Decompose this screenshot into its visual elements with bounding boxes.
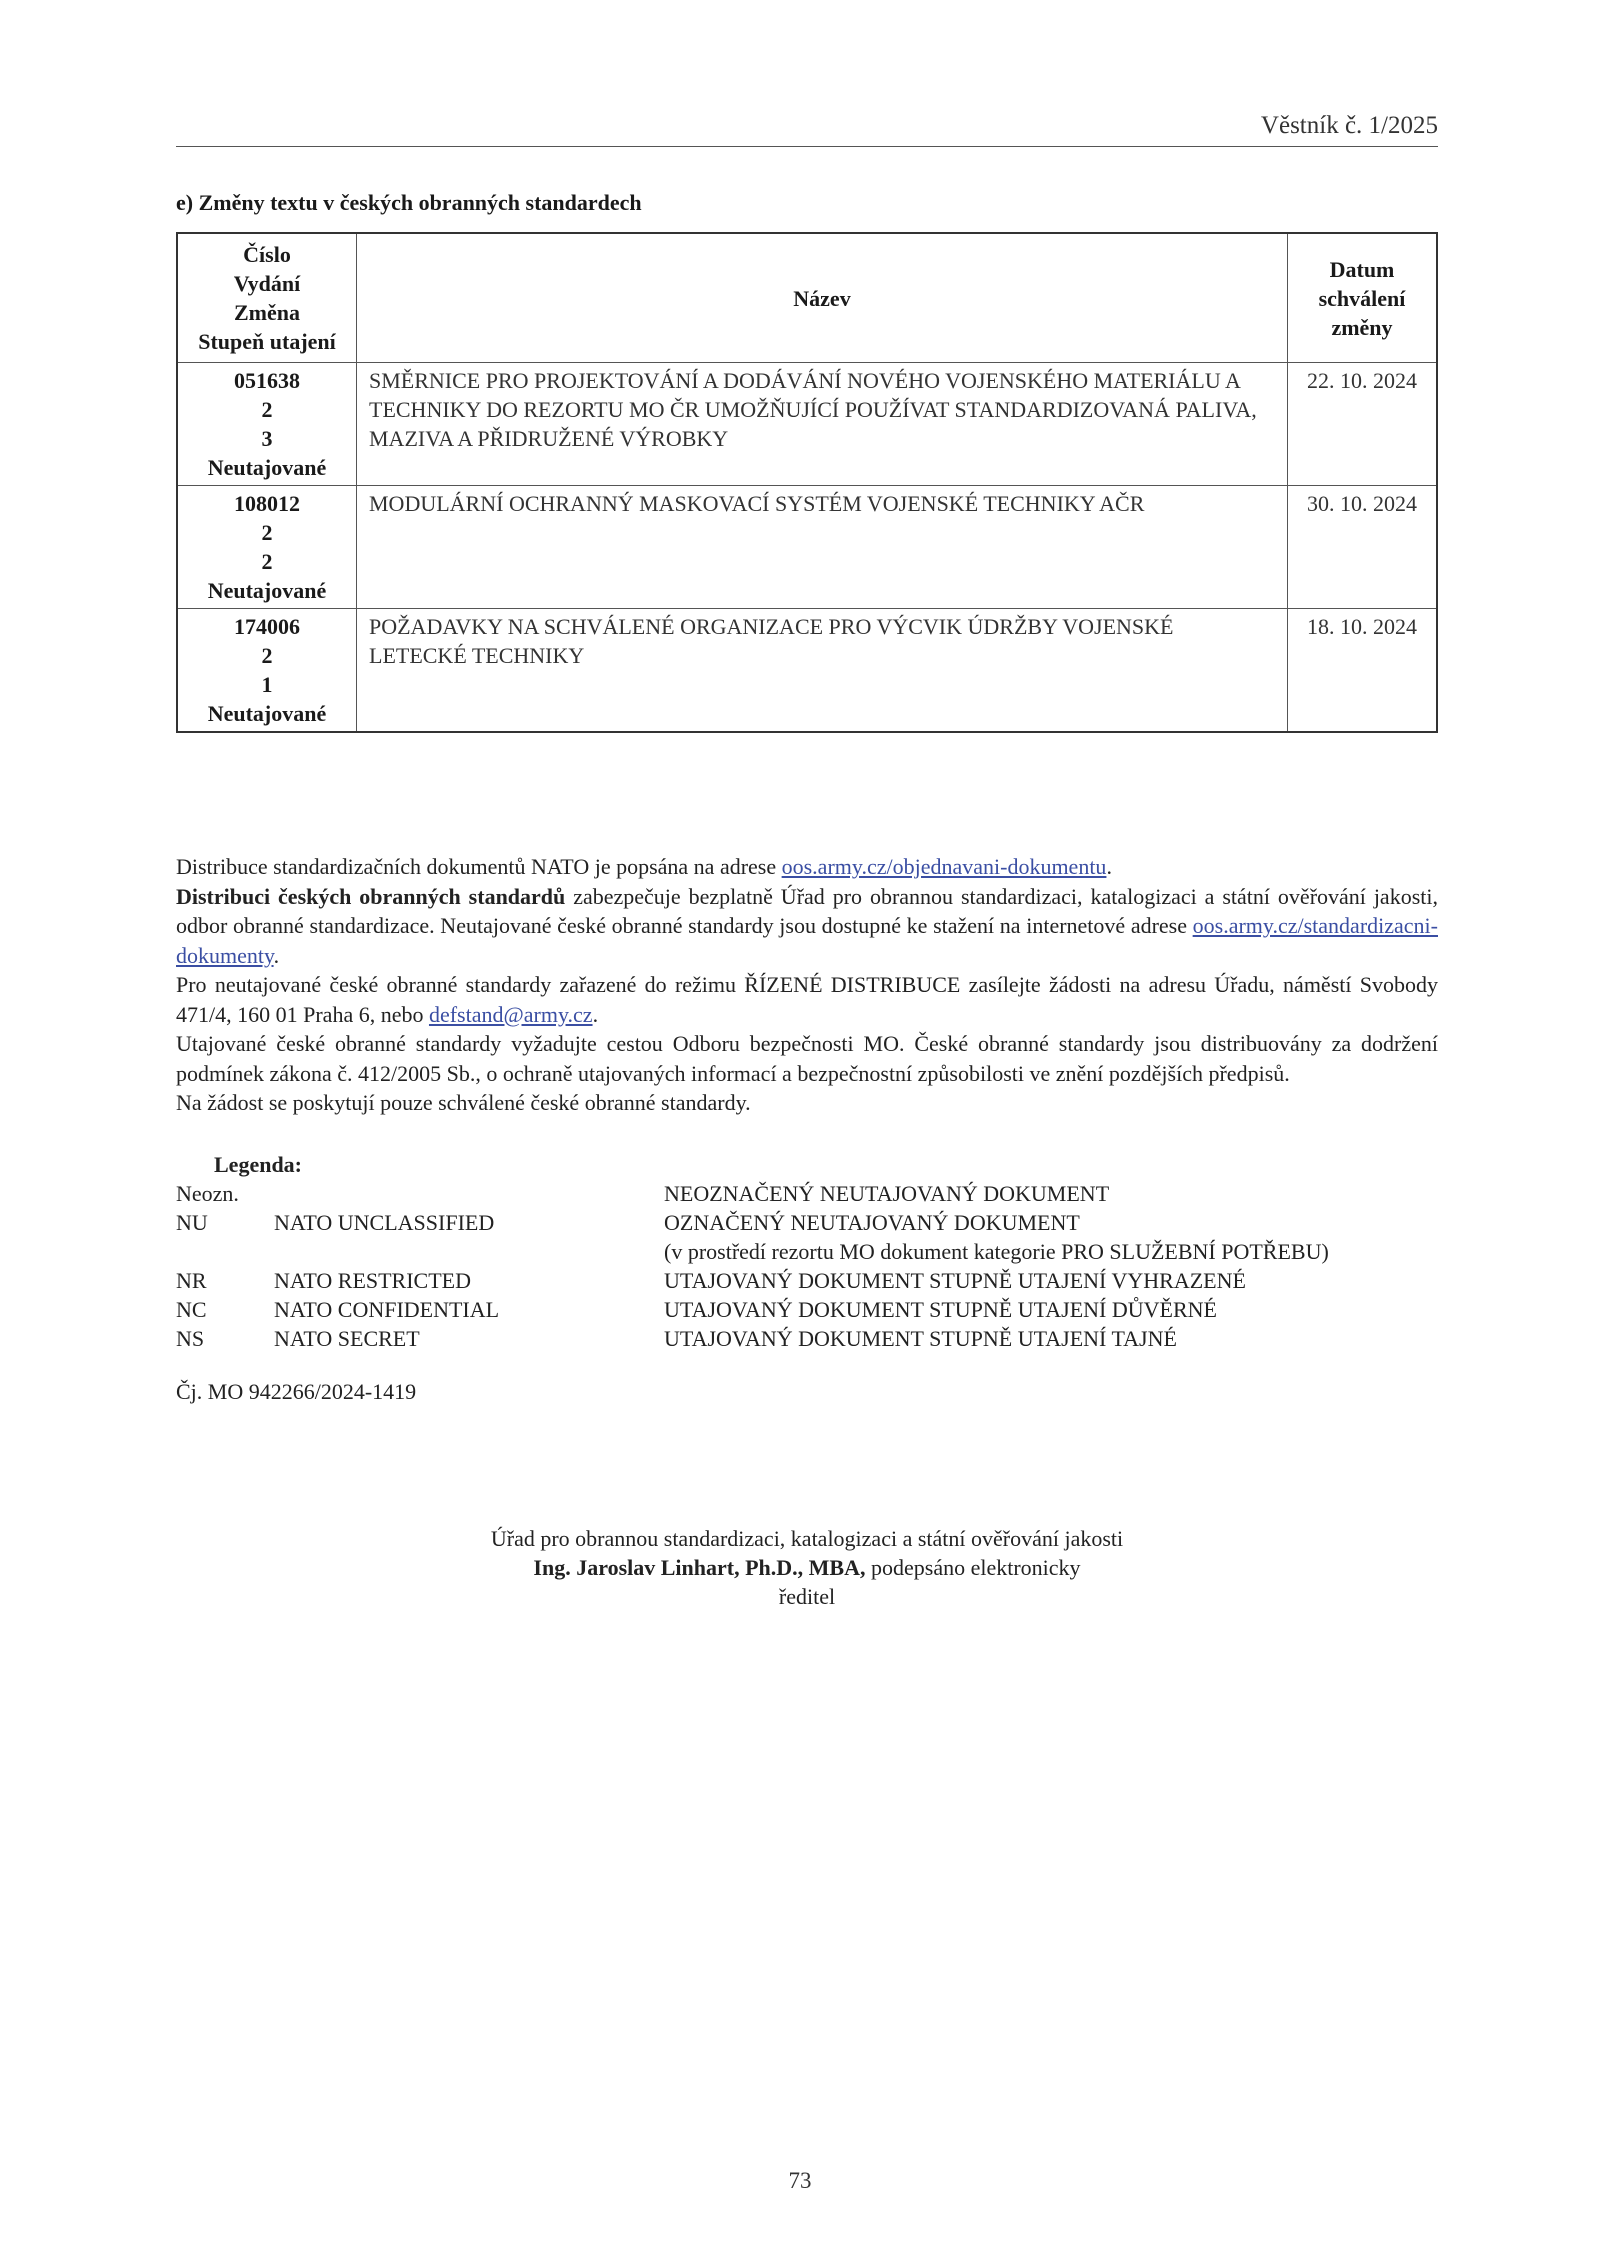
legend-code: NS: [176, 1326, 205, 1351]
standards-changes-table: [176, 232, 1438, 733]
header-id-column: Číslo Vydání Změna Stupeň utajení: [177, 233, 357, 363]
standard-name: MODULÁRNÍ OCHRANNÝ MASKOVACÍ SYSTÉM VOJENSKÉ TECHNIKY AČR: [357, 486, 1288, 609]
standard-number: 108012: [234, 491, 300, 516]
bulletin-issue: Věstník č. 1/2025: [1260, 112, 1438, 139]
page-number: 73: [788, 2168, 812, 2193]
legend-nato: NATO RESTRICTED: [274, 1268, 471, 1293]
legend-code: NU: [176, 1210, 208, 1235]
legend-description: UTAJOVANÝ DOKUMENT STUPNĚ UTAJENÍ TAJNÉ: [664, 1326, 1177, 1351]
standard-number: 051638: [234, 368, 300, 393]
standard-id-cell: [177, 486, 357, 609]
approval-date: 30. 10. 2024: [1288, 486, 1438, 609]
legend: [176, 1150, 1438, 1353]
standard-classification: Neutajované: [207, 701, 327, 726]
distribution-paragraph-controlled: Pro neutajované české obranné standardy zařazené do režimu ŘÍZENÉ DISTRIBUCE zasílejte žádosti na adresu Úřadu, náměstí Svobody 471/4, 160 01 Praha 6, nebo defstand@army.cz.: [176, 972, 1438, 1027]
header-date-column: Datum schválení změny: [1288, 233, 1438, 363]
legend-description: OZNAČENÝ NEUTAJOVANÝ DOKUMENT: [664, 1210, 1080, 1235]
standard-classification: Neutajované: [207, 455, 327, 480]
legend-row: [176, 1179, 1438, 1208]
legend-nato: NATO SECRET: [274, 1326, 420, 1351]
approval-date: 22. 10. 2024: [1288, 363, 1438, 486]
table-header-row: [177, 233, 1437, 363]
standard-edition: 2: [261, 520, 273, 545]
standard-edition: 2: [261, 643, 273, 668]
legend-nato: NATO UNCLASSIFIED: [274, 1210, 495, 1235]
distribution-paragraph-nato: Distribuce standardizačních dokumentů NATO je popsána na adrese oos.army.cz/objednavani-dokumentu.: [176, 854, 1112, 879]
standard-id-cell: [177, 609, 357, 733]
legend-description: UTAJOVANÝ DOKUMENT STUPNĚ UTAJENÍ DŮVĚRNÉ: [664, 1297, 1217, 1322]
header-name-column: Název: [357, 233, 1288, 363]
legend-description: UTAJOVANÝ DOKUMENT STUPNĚ UTAJENÍ VYHRAZENÉ: [664, 1268, 1246, 1293]
distribution-text: [176, 852, 1438, 1118]
standard-number: 174006: [234, 614, 300, 639]
link-standardizacni-dokumenty[interactable]: oos.army.cz/standardizacni-dokumenty: [176, 913, 1438, 968]
legend-description: NEOZNAČENÝ NEUTAJOVANÝ DOKUMENT: [664, 1181, 1110, 1206]
signatory-name: Ing. Jaroslav Linhart, Ph.D., MBA,: [533, 1555, 866, 1580]
standard-classification: Neutajované: [207, 578, 327, 603]
section-title: e) Změny textu v českých obranných standardech: [176, 190, 642, 215]
signature-block: [176, 1524, 1438, 1611]
approval-date: 18. 10. 2024: [1288, 609, 1438, 733]
standard-change: 3: [261, 426, 273, 451]
table-row: [177, 609, 1437, 733]
signature-office: Úřad pro obrannou standardizaci, katalogizaci a státní ověřování jakosti: [490, 1526, 1124, 1551]
standard-name: POŽADAVKY NA SCHVÁLENÉ ORGANIZACE PRO VÝCVIK ÚDRŽBY VOJENSKÉ LETECKÉ TECHNIKY: [357, 609, 1288, 733]
signed-note: podepsáno elektronicky: [865, 1555, 1081, 1580]
signatory-role: ředitel: [778, 1584, 836, 1609]
legend-title: Legenda:: [214, 1152, 302, 1177]
standard-id-cell: [177, 363, 357, 486]
page-header: [176, 112, 1438, 147]
signature-line: [176, 1553, 1438, 1582]
table-row: [177, 363, 1437, 486]
distribution-paragraph-classified: Utajované české obranné standardy vyžadujte cestou Odboru bezpečnosti MO. České obranné standardy jsou distribuovány za dodržení podmínek zákona č. 412/2005 Sb., o ochraně utajovaných informací a bezpečnostní způsobilosti ve znění pozdějších předpisů.: [176, 1031, 1438, 1086]
standard-name: SMĚRNICE PRO PROJEKTOVÁNÍ A DODÁVÁNÍ NOVÉHO VOJENSKÉHO MATERIÁLU A TECHNIKY DO REZORTU MO ČR UMOŽŇUJÍCÍ POUŽÍVAT STANDARDIZOVANÁ PALIVA, MAZIVA A PŘIDRUŽENÉ VÝROBKY: [357, 363, 1288, 486]
distribution-paragraph-approved: Na žádost se poskytují pouze schválené české obranné standardy.: [176, 1090, 751, 1115]
legend-row: [176, 1266, 1438, 1295]
link-objednavani-dokumentu[interactable]: oos.army.cz/objednavani-dokumentu: [781, 854, 1107, 879]
legend-code: Neozn.: [176, 1181, 239, 1206]
standard-change: 2: [261, 549, 273, 574]
standard-change: 1: [261, 672, 273, 697]
legend-row: [176, 1324, 1438, 1353]
legend-row: [176, 1208, 1438, 1237]
legend-row: [176, 1295, 1438, 1324]
legend-code: NC: [176, 1297, 207, 1322]
reference-number: Čj. MO 942266/2024-1419: [176, 1379, 417, 1404]
link-defstand-email[interactable]: defstand@army.cz: [428, 1001, 593, 1027]
legend-row: [176, 1237, 1438, 1266]
legend-description: (v prostředí rezortu MO dokument kategorie PRO SLUŽEBNÍ POTŘEBU): [664, 1239, 1329, 1264]
legend-nato: NATO CONFIDENTIAL: [274, 1297, 500, 1322]
standard-edition: 2: [261, 397, 273, 422]
table-row: [177, 486, 1437, 609]
legend-code: NR: [176, 1268, 207, 1293]
distribution-paragraph-cos: Distribuci českých obranných standardů zabezpečuje bezplatně Úřad pro obrannou standardizaci, katalogizaci a státní ověřování jakosti, odbor obranné standardizace. Neutajované české obranné standardy jsou dostupné ke stažení na internetové adrese oos.army.cz/standardizacni-dokumenty.: [176, 883, 1438, 968]
